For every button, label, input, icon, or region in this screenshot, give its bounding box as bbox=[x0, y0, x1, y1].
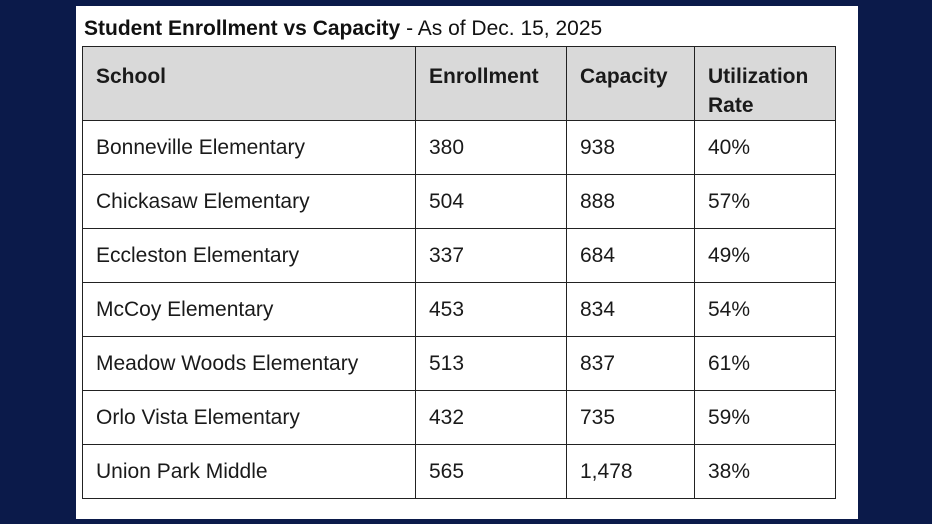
enrollment-table bbox=[82, 46, 836, 499]
cell-utilization: 38% bbox=[695, 445, 836, 499]
table-row bbox=[83, 121, 836, 175]
cell-capacity: 834 bbox=[567, 283, 695, 337]
cell-enrollment: 504 bbox=[416, 175, 567, 229]
cell-utilization: 59% bbox=[695, 391, 836, 445]
cell-school: Union Park Middle bbox=[83, 445, 416, 499]
table-row bbox=[83, 445, 836, 499]
cell-enrollment: 380 bbox=[416, 121, 567, 175]
table-title bbox=[84, 17, 602, 41]
cell-capacity: 684 bbox=[567, 229, 695, 283]
title-suffix: - As of Dec. 15, 2025 bbox=[400, 17, 603, 40]
header-school: School bbox=[83, 47, 416, 121]
cell-school: Bonneville Elementary bbox=[83, 121, 416, 175]
cell-school: Orlo Vista Elementary bbox=[83, 391, 416, 445]
header-utilization-rate: Utilization Rate bbox=[695, 47, 836, 121]
cell-capacity: 837 bbox=[567, 337, 695, 391]
cell-utilization: 54% bbox=[695, 283, 836, 337]
cell-enrollment: 337 bbox=[416, 229, 567, 283]
cell-utilization: 57% bbox=[695, 175, 836, 229]
cell-capacity: 888 bbox=[567, 175, 695, 229]
table-row bbox=[83, 175, 836, 229]
cell-enrollment: 432 bbox=[416, 391, 567, 445]
table-row bbox=[83, 337, 836, 391]
table-row bbox=[83, 229, 836, 283]
document-panel bbox=[76, 6, 858, 519]
header-capacity: Capacity bbox=[567, 47, 695, 121]
cell-enrollment: 513 bbox=[416, 337, 567, 391]
cell-capacity: 938 bbox=[567, 121, 695, 175]
title-main: Student Enrollment vs Capacity bbox=[84, 17, 401, 40]
table-row bbox=[83, 283, 836, 337]
cell-utilization: 49% bbox=[695, 229, 836, 283]
cell-capacity: 1,478 bbox=[567, 445, 695, 499]
cell-school: McCoy Elementary bbox=[83, 283, 416, 337]
cell-utilization: 61% bbox=[695, 337, 836, 391]
header-enrollment: Enrollment bbox=[416, 47, 567, 121]
table-header-row bbox=[83, 47, 836, 121]
cell-capacity: 735 bbox=[567, 391, 695, 445]
cell-enrollment: 565 bbox=[416, 445, 567, 499]
cell-school: Meadow Woods Elementary bbox=[83, 337, 416, 391]
cell-school: Eccleston Elementary bbox=[83, 229, 416, 283]
cell-school: Chickasaw Elementary bbox=[83, 175, 416, 229]
cell-enrollment: 453 bbox=[416, 283, 567, 337]
cell-utilization: 40% bbox=[695, 121, 836, 175]
table-row bbox=[83, 391, 836, 445]
